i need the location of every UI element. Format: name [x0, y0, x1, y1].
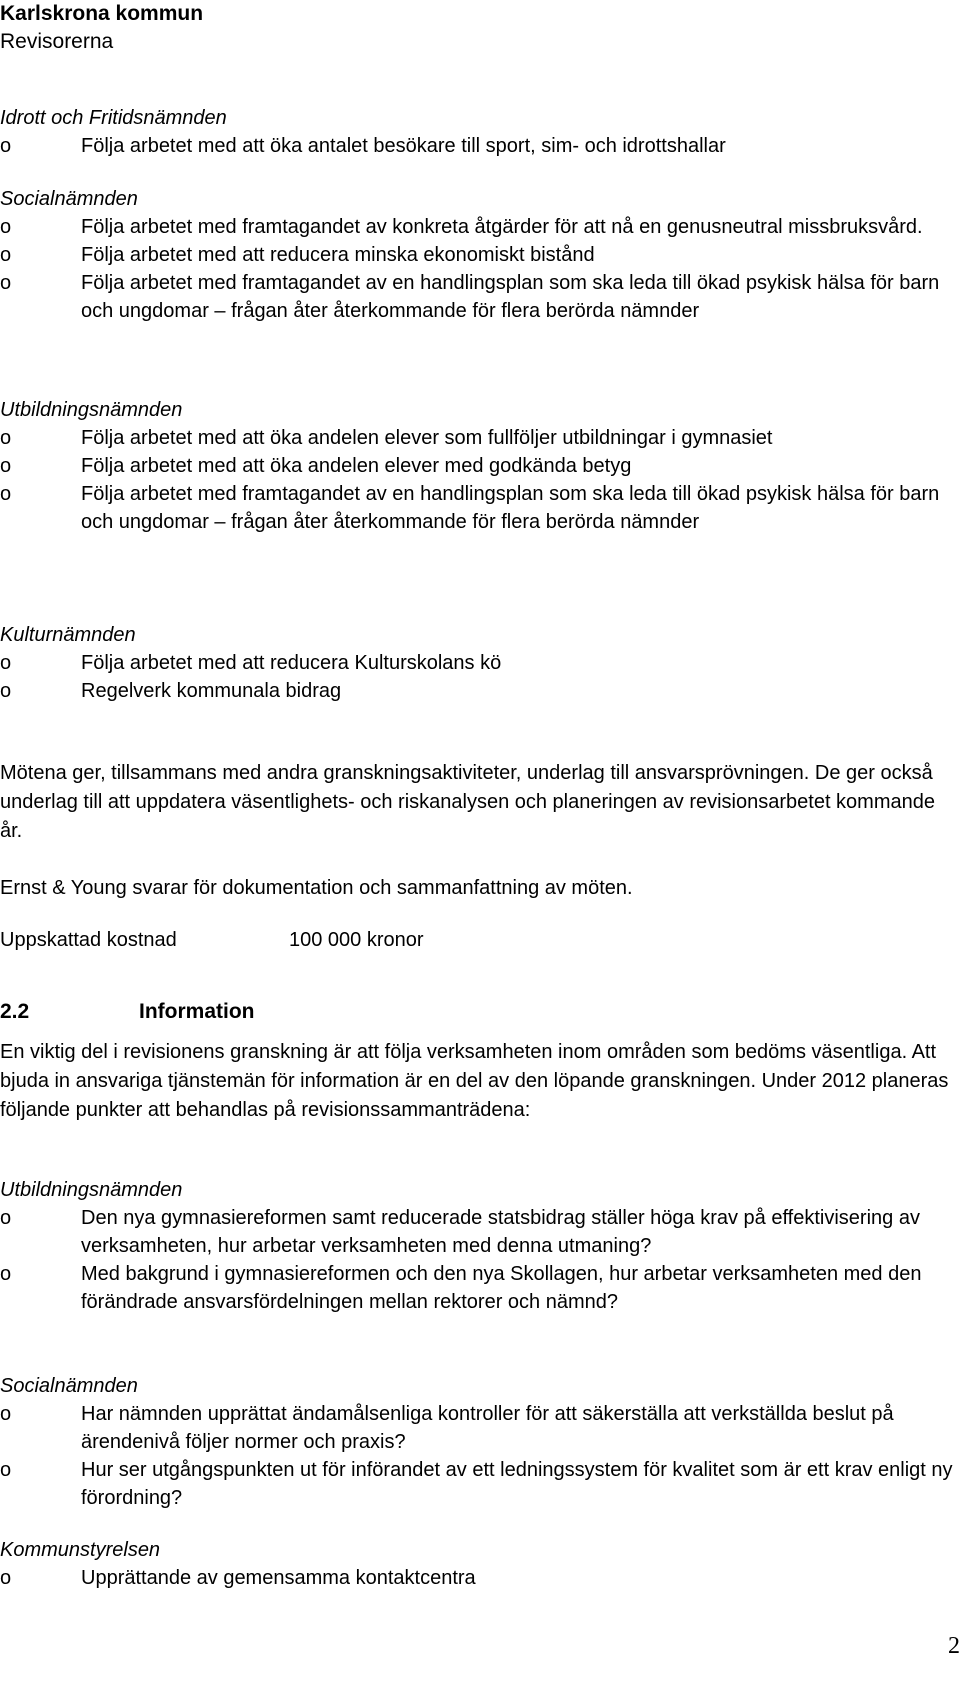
bullet-marker-icon: o	[0, 1459, 12, 1481]
bullet-marker-icon: o	[0, 1403, 12, 1425]
list-item: o Följa arbetet med framtagandet av en handlingsplan som ska leda till ökad psykisk hälsa för barn och ungdomar – frågan åter återkommande för flera berörda nämnder	[0, 269, 955, 325]
bullet-marker-icon: o	[0, 483, 12, 505]
section-name: Information	[139, 1000, 255, 1023]
bullet-marker-icon: o	[0, 135, 12, 157]
cost-label: Uppskattad kostnad	[0, 929, 177, 951]
list-item: o Följa arbetet med att öka antalet besökare till sport, sim- och idrottshallar	[0, 132, 955, 160]
section2-social	[0, 1372, 955, 1512]
list-item: o Följa arbetet med att reducera minska ekonomiskt bistånd	[0, 241, 955, 269]
ey-paragraph-block	[0, 874, 955, 903]
info-intro-paragraph: En viktig del i revisionens granskning är att följa verksamheten inom områden som bedöms väsentliga. Att bjuda in ansvariga tjänstemän för information är en del av den löpande granskningen. Under 2012 planeras följande punkter att behandlas på revisionssammanträdena:	[0, 1041, 949, 1121]
section-social	[0, 185, 955, 325]
section-idrott	[0, 104, 955, 160]
bullet-list	[0, 1564, 955, 1592]
section-utbildning	[0, 396, 955, 536]
bullet-marker-icon: o	[0, 1207, 12, 1229]
list-item: o Följa arbetet med att öka andelen elever med godkända betyg	[0, 452, 955, 480]
section-heading: Utbildningsnämnden	[0, 399, 183, 421]
section-number: 2.2	[0, 1000, 30, 1023]
section-heading: Socialnämnden	[0, 188, 138, 210]
document-header	[0, 0, 203, 56]
list-item: o Följa arbetet med framtagandet av en handlingsplan som ska leda till ökad psykisk hälsa för barn och ungdomar – frågan åter återkommande för flera berörda nämnder	[0, 480, 955, 536]
list-item: o Har nämnden upprättat ändamålsenliga kontroller för att säkerställa att verkställda beslut på ärendenivå följer normer och praxis?	[0, 1400, 955, 1456]
bullet-list	[0, 1400, 955, 1512]
bullet-marker-icon: o	[0, 1263, 12, 1285]
section-heading: Utbildningsnämnden	[0, 1179, 183, 1201]
cost-value: 100 000 kronor	[289, 929, 424, 951]
bullet-marker-icon: o	[0, 680, 12, 702]
section2-kommunstyrelsen	[0, 1536, 955, 1592]
ey-paragraph: Ernst & Young svarar för dokumentation och sammanfattning av möten.	[0, 877, 633, 899]
list-item: o Följa arbetet med att reducera Kulturskolans kö	[0, 649, 955, 677]
list-item: o Följa arbetet med att öka andelen elever som fullföljer utbildningar i gymnasiet	[0, 424, 955, 452]
bullet-marker-icon: o	[0, 652, 12, 674]
bullet-marker-icon: o	[0, 427, 12, 449]
section2-utbildning	[0, 1176, 955, 1316]
list-item: o Den nya gymnasiereformen samt reducerade statsbidrag ställer höga krav på effektivisering av verksamheten, hur arbetar verksamheten med denna utmaning?	[0, 1204, 955, 1260]
list-item: o Regelverk kommunala bidrag	[0, 677, 955, 705]
section-heading: Kommunstyrelsen	[0, 1539, 161, 1561]
bullet-list	[0, 649, 955, 705]
bullet-list	[0, 213, 955, 325]
bullet-marker-icon: o	[0, 455, 12, 477]
list-item: o Upprättande av gemensamma kontaktcentra	[0, 1564, 955, 1592]
list-item: o Hur ser utgångspunkten ut för införandet av ett ledningssystem för kvalitet som är ett krav enligt ny förordning?	[0, 1456, 955, 1512]
info-intro-block	[0, 1038, 955, 1125]
section-heading: Idrott och Fritidsnämnden	[0, 107, 227, 129]
page-number: 2	[948, 1633, 960, 1659]
bullet-marker-icon: o	[0, 244, 12, 266]
bullet-marker-icon: o	[0, 1567, 12, 1589]
section-heading: Kulturnämnden	[0, 624, 136, 646]
bullet-list	[0, 132, 955, 160]
meetings-paragraph-block	[0, 759, 955, 846]
section-kultur	[0, 621, 955, 705]
section-heading: Socialnämnden	[0, 1375, 138, 1397]
bullet-marker-icon: o	[0, 216, 12, 238]
bullet-marker-icon: o	[0, 272, 12, 294]
bullet-list	[0, 1204, 955, 1316]
department-name: Revisorerna	[0, 30, 114, 53]
bullet-list	[0, 424, 955, 536]
organization-name: Karlskrona kommun	[0, 2, 204, 25]
list-item: o Med bakgrund i gymnasiereformen och den nya Skollagen, hur arbetar verksamheten med den förändrade ansvarsfördelningen mellan rektorer och nämnd?	[0, 1260, 955, 1316]
meetings-paragraph: Mötena ger, tillsammans med andra granskningsaktiviteter, underlag till ansvarsprövningen. De ger också underlag till att uppdatera väsentlighets- och riskanalysen och planeringen av revisionsarbetet kommande år.	[0, 762, 935, 842]
list-item: o Följa arbetet med framtagandet av konkreta åtgärder för att nå en genusneutral missbruksvård.	[0, 213, 955, 241]
